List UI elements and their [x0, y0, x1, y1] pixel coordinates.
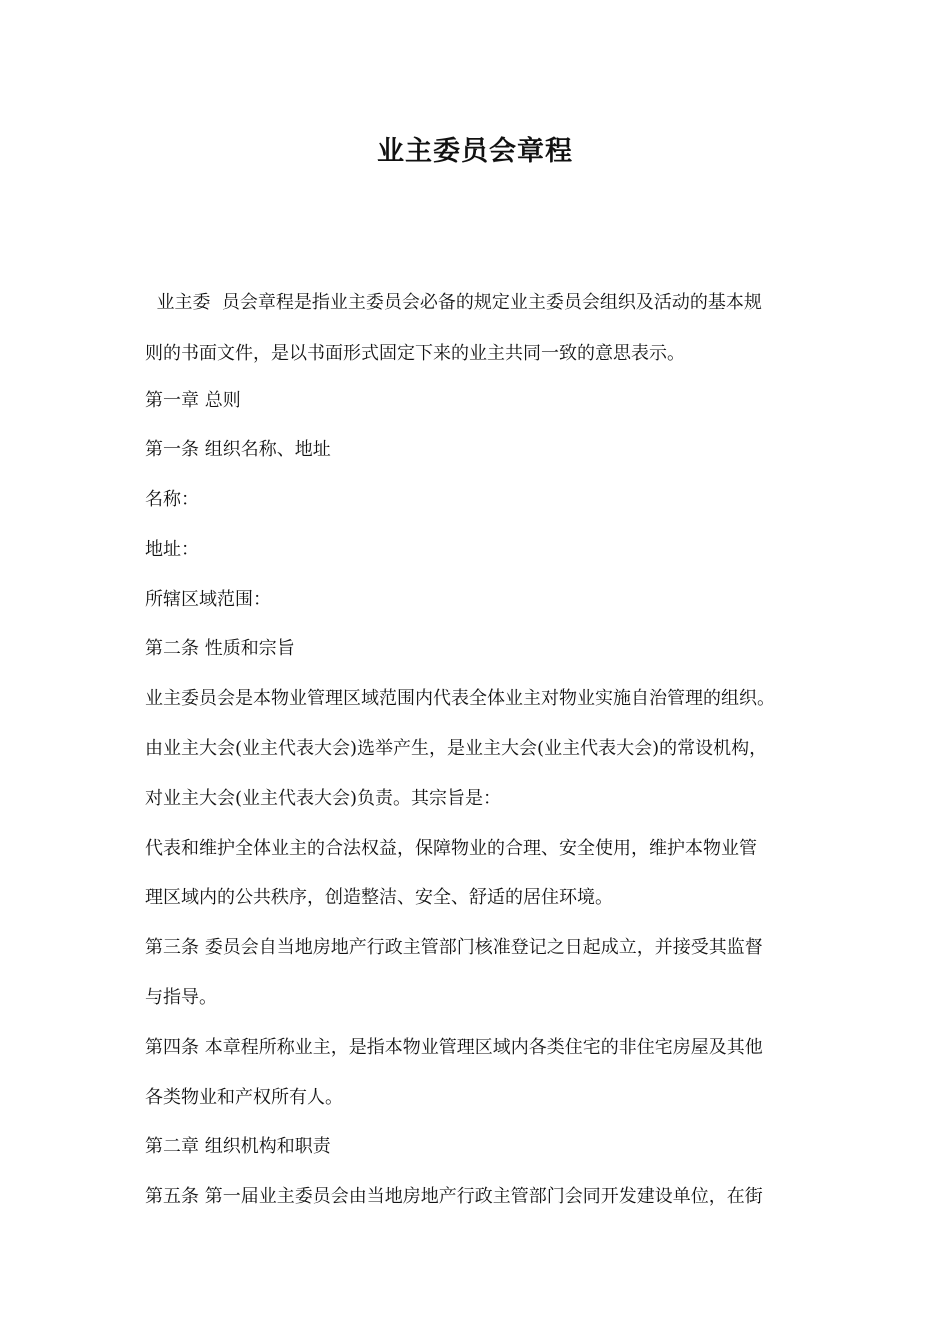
field-label-name: 名称：: [145, 489, 199, 510]
field-label-area: 所辖区域范围：: [145, 589, 271, 610]
document-title: 业主委员会章程: [377, 136, 573, 167]
article-5: 第五条 第一届业主委员会由当地房地产行政主管部门会同开发建设单位，在街: [145, 1186, 763, 1207]
article-4: 第四条 本章程所称业主，是指本物业管理区域内各类住宅的非住宅房屋及其他: [145, 1037, 763, 1058]
body-line: 代表和维护全体业主的合法权益，保障物业的合理、安全使用，维护本物业管: [145, 838, 757, 859]
article-heading-1: 第一条 组织名称、地址: [145, 439, 331, 460]
article-3: 第三条 委员会自当地房地产行政主管部门核准登记之日起成立，并接受其监督: [145, 937, 763, 958]
chapter-heading-2: 第二章 组织机构和职责: [145, 1136, 331, 1157]
body-line: 与指导。: [145, 987, 217, 1008]
body-line: 对业主大会(业主代表大会)负责。其宗旨是：: [145, 788, 502, 809]
article-heading-2: 第二条 性质和宗旨: [145, 638, 295, 659]
body-line: 业主委员会是本物业管理区域范围内代表全体业主对物业实施自治管理的组织。: [145, 688, 775, 709]
body-line: 由业主大会(业主代表大会)选举产生，是业主大会(业主代表大会)的常设机构，: [145, 738, 768, 759]
field-label-address: 地址：: [145, 539, 199, 560]
body-line-intro-1: 业主委 员会章程是指业主委员会必备的规定业主委员会组织及活动的基本规: [145, 292, 762, 313]
body-line-intro-2: 则的书面文件，是以书面形式固定下来的业主共同一致的意思表示。: [145, 343, 685, 364]
chapter-heading-1: 第一章 总则: [145, 390, 241, 411]
body-line: 理区域内的公共秩序，创造整洁、安全、舒适的居住环境。: [145, 887, 613, 908]
body-line: 各类物业和产权所有人。: [145, 1087, 343, 1108]
